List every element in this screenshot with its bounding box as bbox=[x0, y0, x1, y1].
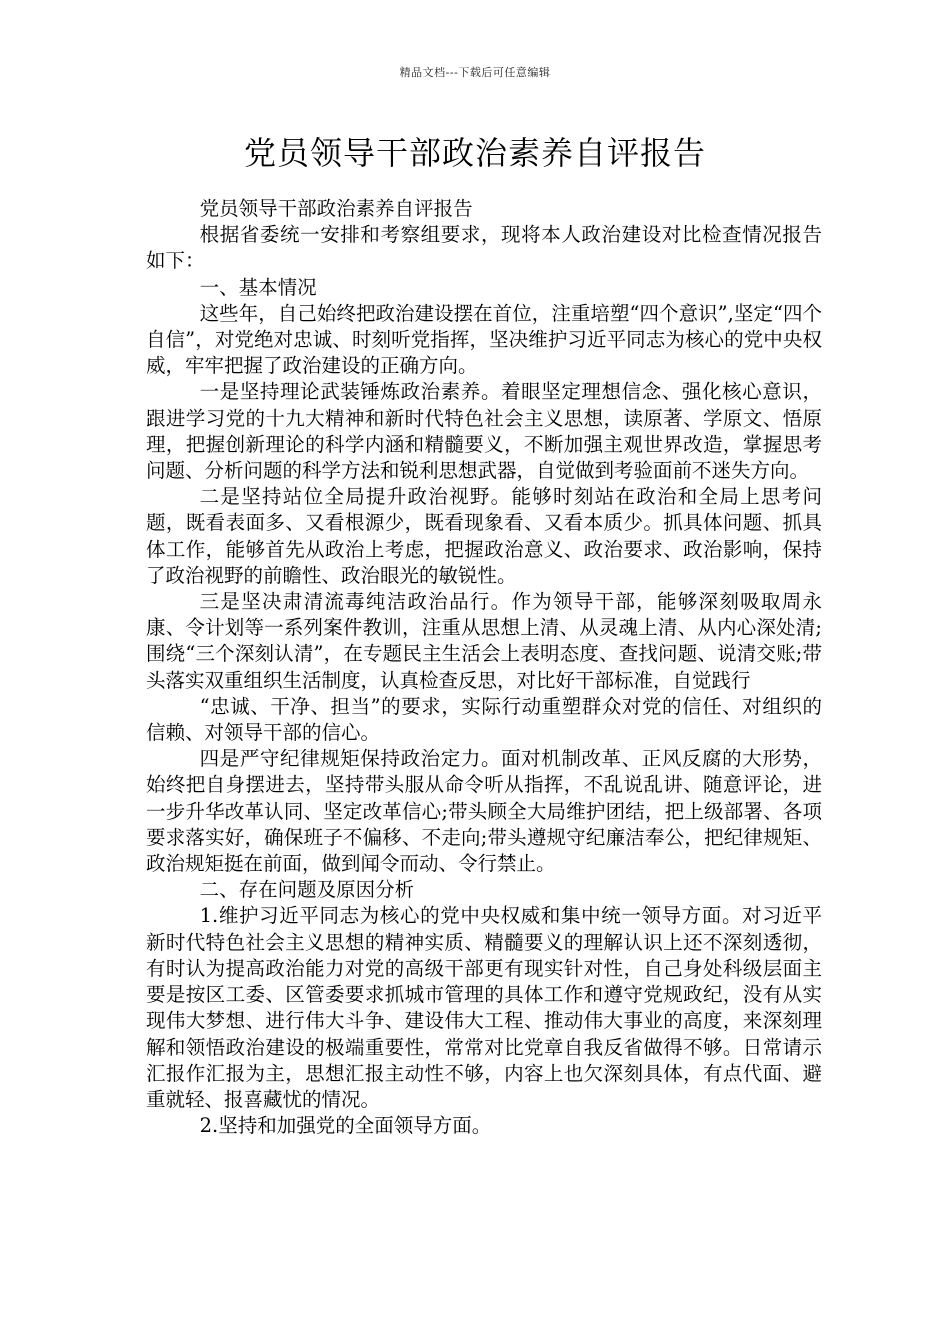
body-paragraph: “忠诚、干净、担当”的要求，实际行动重塑群众对党的信任、对组织的信赖、对领导干部的信心。 bbox=[146, 694, 822, 745]
body-paragraph: 一是坚持理论武装锤炼政治素养。着眼坚定理想信念、强化核心意识，跟进学习党的十九大精神和新时代特色社会主义思想，读原著、学原文、悟原理，把握创新理论的科学内涵和精髓要义，不断加强主观世界改造，掌握思考问题、分析问题的科学方法和锐利思想武器，自觉做到考验面前不迷失方向。 bbox=[146, 380, 822, 483]
section-heading-problems: 二、存在问题及原因分析 bbox=[199, 878, 415, 902]
document-title: 党员领导干部政治素养自评报告 bbox=[243, 134, 706, 172]
body-paragraph: 二是坚持站位全局提升政治视野。能够时刻站在政治和全局上思考问题，既看表面多、又看根源少，既看现象看、又看本质少。抓具体问题、抓具体工作，能够首先从政治上考虑，把握政治意义、政治要求、政治影响，保持了政治视野的前瞻性、政治眼光的敏锐性。 bbox=[146, 485, 822, 587]
body-paragraph: 三是坚决肃清流毒纯洁政治品行。作为领导干部，能够深刻吸取周永康、令计划等一系列案件教训，注重从思想上清、从灵魂上清、从内心深处清;围绕“三个深刻认清”，在专题民主生活会上表明态度、查找问题、说清交账;带头落实双重组织生活制度，认真检查反思，对比好干部标准，自觉践行 bbox=[146, 590, 822, 692]
body-paragraph: 1.维护习近平同志为核心的党中央权威和集中统一领导方面。对习近平新时代特色社会主义思想的精神实质、精髓要义的理解认识上还不深刻透彻，有时认为提高政治能力对党的高级干部更有现实针对性，自己身处科级层面主要是按区工委、区管委要求抓城市管理的具体工作和遵守党规政纪，没有从实现伟大梦想、进行伟大斗争、建设伟大工程、推动伟大事业的高度，来深刻理解和领悟政治建设的极端重要性，常常对比党章自我反省做得不够。日常请示汇报作汇报为主，思想汇报主动性不够，内容上也欠深刻具体，有点代面、避重就轻、报喜藏忧的情况。 bbox=[146, 904, 822, 1111]
body-paragraph-intro: 根据省委统一安排和考察组要求，现将本人政治建设对比检查情况报告如下： bbox=[146, 223, 822, 273]
body-subtitle: 党员领导干部政治素养自评报告 bbox=[199, 197, 473, 220]
body-paragraph: 四是严守纪律规矩保持政治定力。面对机制改革、正风反腐的大形势，始终把自身摆进去，坚持带头服从命令听从指挥，不乱说乱讲、随意评论，进一步升华改革认同、坚定改革信心;带头顾全大局维护团结，把上级部署、各项要求落实好，确保班子不偏移、不走向;带头遵规守纪廉洁奉公，把纪律规矩、政治规矩挺在前面，做到闻令而动、令行禁止。 bbox=[146, 747, 822, 876]
document-body bbox=[146, 196, 822, 1139]
body-paragraph: 2.坚持和加强党的全面领导方面。 bbox=[199, 1114, 492, 1138]
section-heading-basic: 一、基本情况 bbox=[199, 275, 317, 299]
body-paragraph: 这些年，自己始终把政治建设摆在首位，注重培塑“四个意识”,坚定“四个自信”，对党绝对忠诚、时刻听党指挥，坚决维护习近平同志为核心的党中央权威，牢牢把握了政治建设的正确方向。 bbox=[146, 301, 822, 378]
page-header-note: 精品文档---下载后可任意编辑 bbox=[399, 66, 551, 79]
